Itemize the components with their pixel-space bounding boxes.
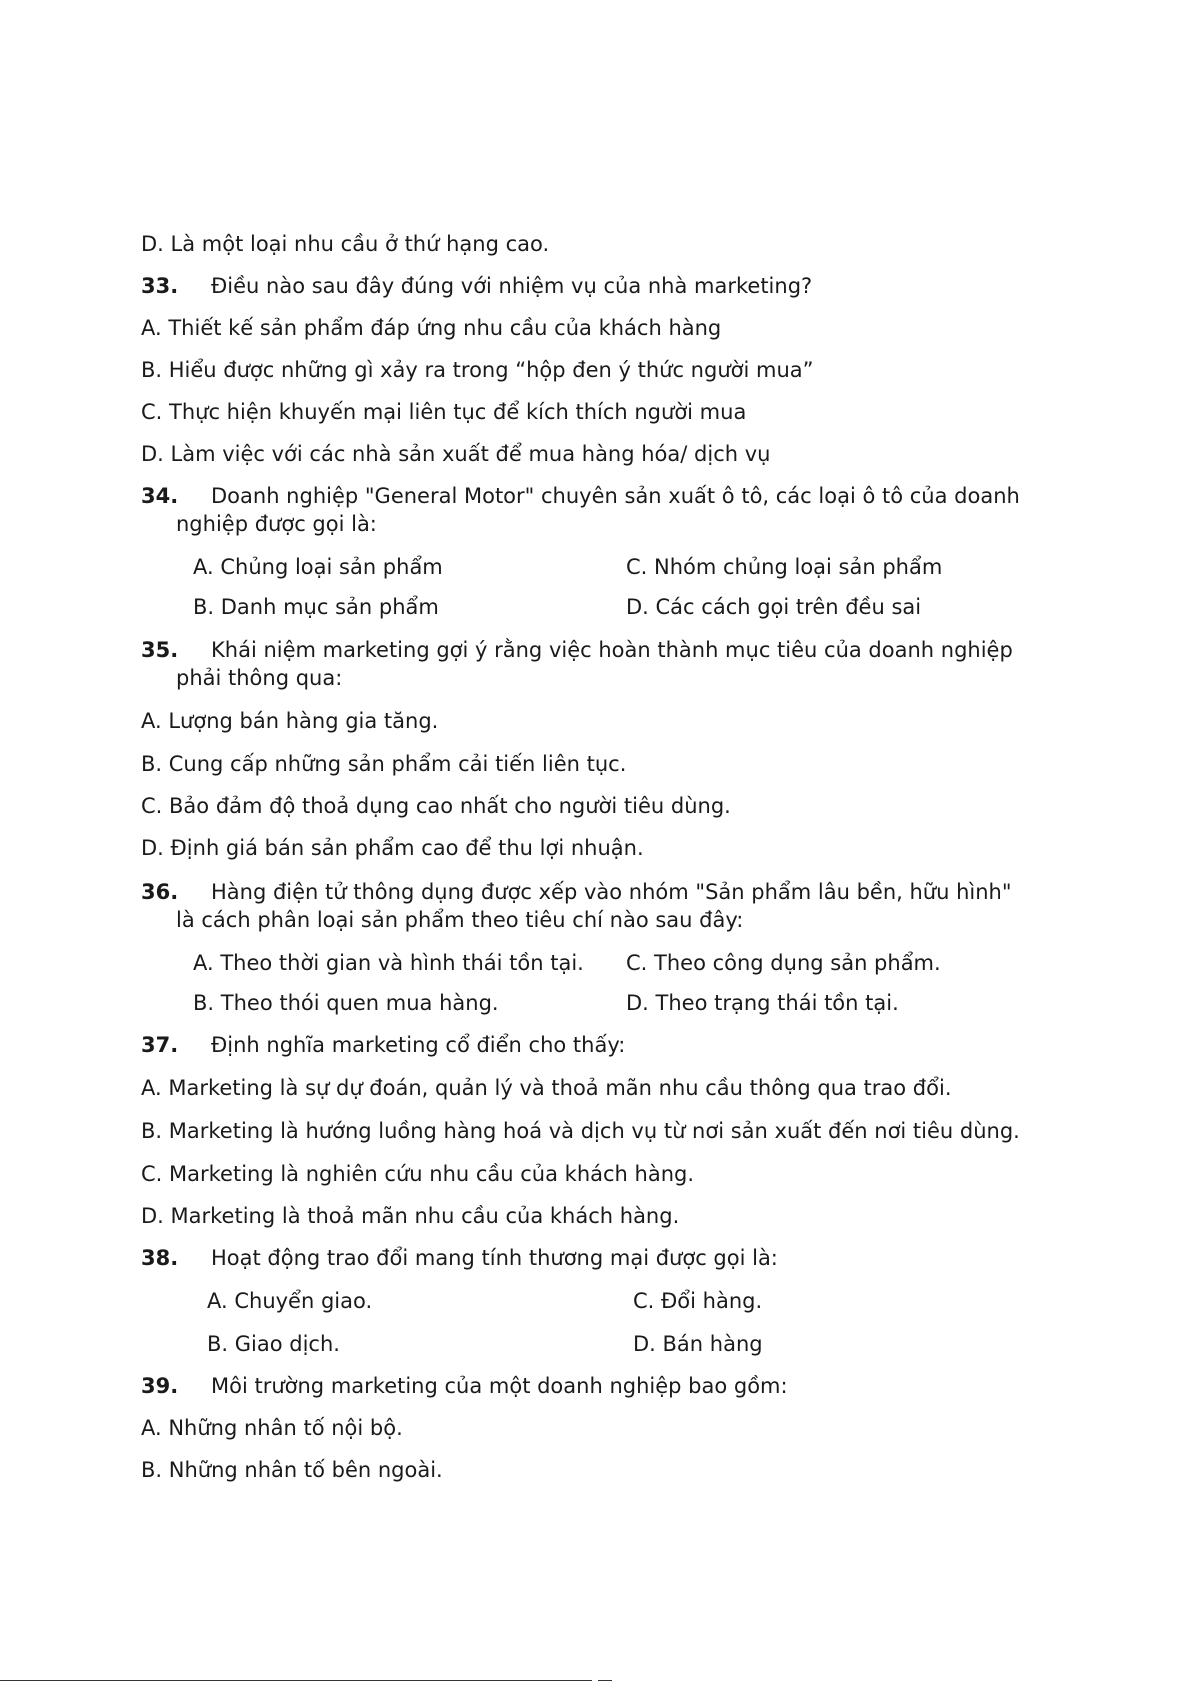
question-35 (141, 636, 1013, 664)
q34-text-continued: nghiệp được gọi là: (176, 512, 377, 536)
q36-text-continued: là cách phân loại sản phẩm theo tiêu chí nào sau đây: (176, 908, 744, 932)
question-text: Hoạt động trao đổi mang tính thương mại được gọi là: (211, 1246, 778, 1270)
question-39 (141, 1372, 788, 1400)
question-number: 37. (141, 1033, 179, 1057)
question-number: 35. (141, 638, 179, 662)
question-text: Doanh nghiệp "General Motor" chuyên sản xuất ô tô, các loại ô tô của doanh (211, 484, 1020, 508)
question-text: Hàng điện tử thông dụng được xếp vào nhóm "Sản phẩm lâu bền, hữu hình" (211, 880, 1012, 904)
q34-option-c: C. Nhóm chủng loại sản phẩm (626, 555, 943, 579)
question-36 (141, 878, 1012, 906)
question-number: 39. (141, 1374, 179, 1398)
q37-option-a: A. Marketing là sự dự đoán, quản lý và thoả mãn nhu cầu thông qua trao đổi. (141, 1076, 952, 1100)
question-text: Khái niệm marketing gợi ý rằng việc hoàn thành mục tiêu của doanh nghiệp (211, 638, 1013, 662)
q38-option-d: D. Bán hàng (633, 1332, 763, 1356)
q39-option-a: A. Những nhân tố nội bộ. (141, 1416, 403, 1440)
q38-option-a: A. Chuyển giao. (207, 1289, 373, 1313)
q33-option-c: C. Thực hiện khuyến mại liên tục để kích thích người mua (141, 400, 747, 424)
q33-option-a: A. Thiết kế sản phẩm đáp ứng nhu cầu của khách hàng (141, 316, 722, 340)
question-34 (141, 482, 1020, 510)
q36-option-d: D. Theo trạng thái tồn tại. (626, 991, 899, 1015)
q35-text-continued: phải thông qua: (176, 666, 343, 690)
q39-option-b: B. Những nhân tố bên ngoài. (141, 1458, 443, 1482)
question-number: 33. (141, 274, 179, 298)
question-38 (141, 1244, 778, 1272)
q37-option-d: D. Marketing là thoả mãn nhu cầu của khách hàng. (141, 1204, 680, 1228)
question-text: Điều nào sau đây đúng với nhiệm vụ của nhà marketing? (211, 274, 813, 298)
q35-option-c: C. Bảo đảm độ thoả dụng cao nhất cho người tiêu dùng. (141, 794, 731, 818)
question-33 (141, 272, 812, 300)
question-37 (141, 1031, 625, 1059)
q34-option-a: A. Chủng loại sản phẩm (193, 555, 443, 579)
q34-option-b: B. Danh mục sản phẩm (193, 595, 439, 619)
q36-option-b: B. Theo thói quen mua hàng. (193, 991, 499, 1015)
question-text: Định nghĩa marketing cổ điển cho thấy: (211, 1033, 626, 1057)
q33-option-d: D. Làm việc với các nhà sản xuất để mua hàng hóa/ dịch vụ (141, 442, 771, 466)
question-text: Môi trường marketing của một doanh nghiệp bao gồm: (211, 1374, 788, 1398)
q37-option-b: B. Marketing là hướng luồng hàng hoá và dịch vụ từ nơi sản xuất đến nơi tiêu dùng. (141, 1119, 1020, 1143)
footer-divider-short (598, 1680, 612, 1681)
q34-option-d: D. Các cách gọi trên đều sai (626, 595, 922, 619)
footer-divider (0, 1680, 592, 1681)
q38-option-c: C. Đổi hàng. (633, 1289, 763, 1313)
prev-option-d: D. Là một loại nhu cầu ở thứ hạng cao. (141, 232, 550, 256)
q35-option-a: A. Lượng bán hàng gia tăng. (141, 709, 439, 733)
q35-option-b: B. Cung cấp những sản phẩm cải tiến liên tục. (141, 752, 627, 776)
question-number: 34. (141, 484, 179, 508)
q36-option-a: A. Theo thời gian và hình thái tồn tại. (193, 951, 584, 975)
q35-option-d: D. Định giá bán sản phẩm cao để thu lợi nhuận. (141, 836, 644, 860)
question-number: 36. (141, 880, 179, 904)
q33-option-b: B. Hiểu được những gì xảy ra trong “hộp đen ý thức người mua” (141, 358, 814, 382)
q38-option-b: B. Giao dịch. (207, 1332, 340, 1356)
q36-option-c: C. Theo công dụng sản phẩm. (626, 951, 941, 975)
question-number: 38. (141, 1246, 179, 1270)
q37-option-c: C. Marketing là nghiên cứu nhu cầu của khách hàng. (141, 1162, 695, 1186)
